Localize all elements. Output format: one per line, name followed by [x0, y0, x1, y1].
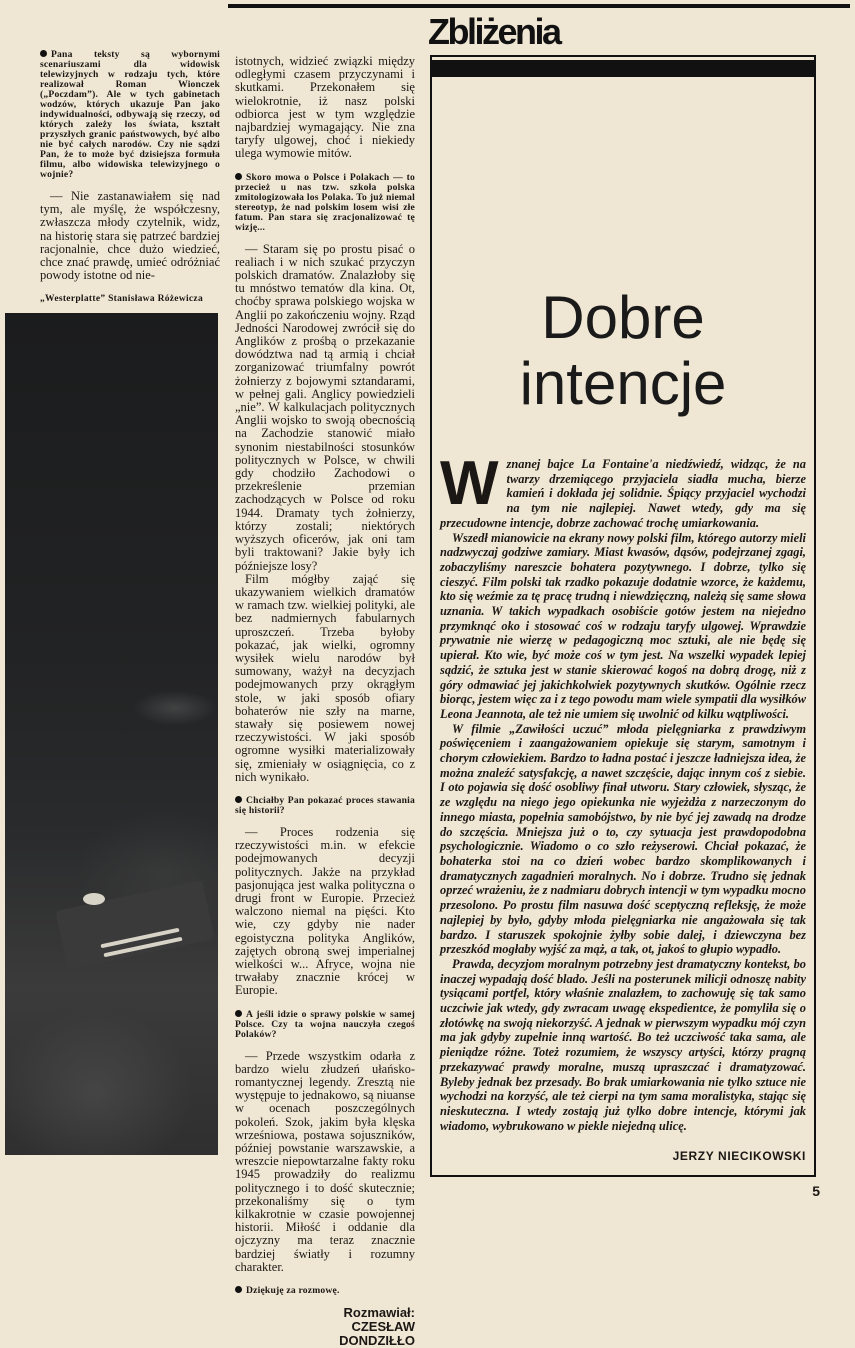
drop-cap: W: [440, 449, 499, 518]
top-rule: [228, 4, 850, 8]
byline-last-name: DONDZIŁŁO: [339, 1333, 415, 1348]
column-title: [440, 285, 806, 417]
shoulder-strap: [55, 880, 214, 970]
interview-closing: [235, 1286, 415, 1296]
bullet-icon: [235, 796, 242, 803]
question-text: Pana teksty są wybornymi scenariuszami dla widowisk telewizyjnych w rodzaju tych, które realizował Roman Wionczek („Poczdam”). Ale w tych gabinetach wodzów, których ukazuje Pan jako indywidualności, odbywają się rzeczy, od których zależy los świata, kształt przyszłych granic państwowych, być albo nie być całych narodów. Czy nie sądzi Pan, że to może być dzisiejsza formuła filmu, albo widowiska telewizyjnego o wojnie?: [40, 49, 220, 180]
interview-answer: — Proces rodzenia się rzeczywistości m.in. w efekcie podejmowanych decyzji politycznych. Jakże na przykład pasjonująca jest walka polityczna o drugi front w Europie. Przecież walczono niemal na pięści. Kto wie, czy gdyby nie nader egoistyczna polityka Anglików, zajętych obroną swej imperialnej wielkości w... Afryce, wojna nie trwałaby znacznie krócej w Europie.: [235, 824, 415, 998]
interview-answer: — Staram się po prostu pisać o realiach i w nich szukać przyczyn polskich dramatów. Znalazłoby się tu mnóstwo tematów dla kina. Ot, choćby sprawa polskiego wojska w Anglii po zakończeniu wojny. Rząd Jedności Narodowej zwrócił się do Anglików z prośbą o przekazanie dowództwa nad tą armią i chciał zorganizować triumfalny powrót żołnierzy z bojowymi sztandarami, w pełnej gali. Anglicy powiedzieli „nie”. W kalkulacjach politycznych Anglii wojsko to swoją obecnością na Zachodzie stanowić miało synonim niestabilności stosunków politycznych w Polsce, w chwili gdy chodziło Zachodowi o przekreślenie przemian zachodzących w Polsce od roku 1944. Dramaty tych żołnierzy, którzy zostali; niektórych wyższych oficerów, jak oni tam byli traktowani? Jakie były ich późniejsze losy?: [235, 241, 415, 573]
title-line: Dobre: [541, 284, 705, 351]
paragraph-text: znanej bajce La Fontaine'a niedźwiedź, widząc, że na twarzy drzemiącego przyjaciela siadła mucha, bierze kamień i dokłada jej solidnie. Śpiący przyjaciel wychodzi na tym nie najlepiej. Nawet wtedy, gdy ma się przecudowne intencje, dobrze zachować trochę umiarkowania.: [440, 457, 806, 530]
interview-question: [235, 1010, 415, 1040]
box-header-bar: [432, 60, 814, 77]
question-text: A jeśli idzie o sprawy polskie w samej Polsce. Czy ta wojna nauczyła czegoś Polaków?: [235, 1008, 415, 1040]
film-still-photo: [5, 313, 218, 1155]
page-number: 5: [812, 1183, 820, 1200]
bullet-icon: [235, 173, 242, 180]
column-paragraph: W filmie „Zawiłości uczuć” młoda pielęgniarka z prawdziwym poświęceniem i zaangażowaniem opiekuje się starym, samotnym i chorym człowiekiem. Bardzo to ładna postać i jeszcze ładniejsza idea, że można znaleźć satysfakcję, a nawet szczęście, dając innym coś z siebie. I oto pojawia się dość osobliwy finał utworu. Stary człowiek, słysząc, że ze względu na niego jego opiekunka nie wyjeżdża z narzeczonym do innego miasta, popełnia samobójstwo, by nie być jej zawadą na drodze do szczęścia. Mniejsza już o to, czy sytuacja jest prawdopodobna psychologicznie. Wiadomo o co szło reżyserowi. Chciał pokazać, że bohaterka stoi na co dzień wobec bardzo skomplikowanych i dramatycznych zagadnień moralnych. No i dobrze. Trudno się jednak oprzeć wrażeniu, że z nadmiaru dobrych intencji w tym wypadku mocno przesolono. Po prostu film nasuwa dość sceptyczną refleksję, że może najlepiej by było, gdyby młoda pielęgniarka nie angażowała się tak bardzo. I staruszek spokojnie żyłby sobie dalej, i dziewczyna bez przeszkód mogłaby wyjść za mąż, a tak, ot, jakoś to głupio wypadło.: [440, 721, 806, 957]
bullet-icon: [235, 1010, 242, 1017]
photo-caption: „Westerplatte” Stanisława Różewicza: [40, 294, 203, 305]
column-paragraph: Wszedł mianowicie na ekrany nowy polski film, którego autorzy mieli nadzwyczaj godziwe zamiary. Miast kwasów, dąsów, podejrzanej zgagi, zobaczyliśmy nareszcie bohatera pozytywnego. I dobrze, tylko się cieszyć. Film polski tak rzadko pokazuje dodatnie wzorce, że każdemu, kto się weźmie za tę pracę trudną i niewdzięczną, należą się same słowa uznania. W takich wypadkach osobiście gotów jestem na niejedno przymknąć oko i stosować coś w rodzaju taryfy ulgowej. Wprawdzie prywatnie nie wierzę w pedagogiczną moc sztuki, ale nie będę się upierał. Kto wie, być może coś w tym jest. Na wszelki wypadek lepiej sądzić, że sztuka jest w stanie skierować kogoś na dobrą drogę, niż z góry odmawiać jej jakichkolwiek pozytywnych skutków. Ogólnie rzecz biorąc, jestem więc za i z tego powodu mam wiele sympatii dla wysiłków Leona Jeannota, ale też nie umiem się uwolnić od kilku wątpliwości.: [440, 530, 806, 721]
interview-answer: — Przede wszystkim odarła z bardzo wielu złudzeń ułańsko-romantycznej legendy. Zresztą nie występuje to jednakowo, są niuanse w ocenach poszczególnych pokoleń. Szok, jakim była klęska wrześniowa, postawa sojuszników, później powstanie warszawskie, a wreszcie niepowtarzalne fakty roku 1945 prowadziły do realizmu politycznego i to dość skutecznie; przekonaliśmy się o tym kilkakrotnie w czasie powojennej historii. Miłość i oddanie dla ojczyzny ma teraz znacznie bardziej światły i rozumny charakter.: [235, 1048, 415, 1274]
interviewer-byline: [235, 1306, 415, 1348]
interview-question: [40, 50, 220, 180]
insignia: [83, 893, 105, 905]
author-signature: JERZY NIECIKOWSKI: [672, 1149, 806, 1164]
bullet-icon: [235, 1286, 242, 1293]
closing-text: Dziękuję za rozmowę.: [246, 1285, 340, 1297]
question-text: Chciałby Pan pokazać proces stawania się historii?: [235, 794, 415, 816]
byline-first-name: CZESŁAW: [351, 1319, 415, 1335]
interview-answer: — Nie zastanawiałem się nad tym, ale myślę, że współczesny, zwłaszcza młody czytelnik, widz, na historię stara się patrzeć bardziej racjonalnie, chce dużo wiedzieć, chce znać prawdę, umieć odróżniać powody istotne od nie-: [40, 189, 220, 283]
column-box: [430, 55, 816, 1177]
section-title: Zbliżenia: [428, 11, 560, 52]
column-body: [440, 449, 806, 1133]
interview-question: [235, 173, 415, 233]
interview-question: [235, 796, 415, 816]
left-column: [40, 50, 220, 1155]
bullet-icon: [40, 50, 47, 57]
title-line: intencje: [519, 350, 727, 417]
question-text: Skoro mowa o Polsce i Polakach — to przecież u nas tzw. szkoła polska zmitologizowała los Polaka. To już niemal stereotyp, że nad polskim losem wisi złe fatum. Pan stara się zracjonalizować tę wizję...: [235, 171, 415, 233]
middle-column: [235, 55, 415, 1348]
column-paragraph: [440, 449, 806, 531]
byline-label: Rozmawiał:: [343, 1305, 415, 1321]
interview-answer: istotnych, widzieć związki między odległymi czasem przyczynami i skutkami. Przekonałem się wielokrotnie, iż nasz polski odbiorca jest w tym względzie najbardziej wymagający. Nie zna taryfy ulgowej, choć i niekiedy ulega wymowie mitów.: [235, 54, 415, 161]
right-area: [430, 55, 820, 1200]
interview-answer: Film mógłby zająć się ukazywaniem wielkich dramatów w ramach tzw. wielkiej polityki, ale bez nadmiernych fabularnych uproszczeń. Trzeba byłoby pokazać, jak wielki, ogromny wysiłek wielu narodów był sumowany, ważył na decyzjach podejmowanych przy okrągłym stole, w jaki sposób ofiary bohaterów nie szły na marne, stawały się posiewem nowej rzeczywistości. W jaki sposób ogromne wysiłki materializowały się, zmieniały w osiągnięcia, co z nich wynikało.: [235, 571, 415, 784]
column-paragraph: Prawda, decyzjom moralnym potrzebny jest dramatyczny kontekst, bo inaczej wypadają dość blado. Jeśli na posterunek milicji odnoszę nabity tysiącami portfel, który właśnie znalazłem, to zachowuję się tak samo uczciwie jak wtedy, gdy zwracam uwagę ekspedientce, że pomyliła się o złotówkę na swoją niekorzyść. A jednak w pierwszym wypadku mój czyn ma jak gdyby zupełnie inną wartość. Bo też uczciwość taka sama, ale pieniądze różne. Toteż rozumiem, że wszyscy artyści, którzy pragną przekazywać prawdy moralne, muszą upraszczać i dramatyzować. Byleby jednak bez przesady. Bo brak umiarkowania nie tylko sztuce nie wychodzi na korzyść, ale też cierpi na tym sama moralistyka, stając się nieskuteczna. I wtedy zostają już tylko dobre intencje, którymi jak wiadomo, wybrukowano w piekle niejedną ulicę.: [440, 956, 806, 1133]
